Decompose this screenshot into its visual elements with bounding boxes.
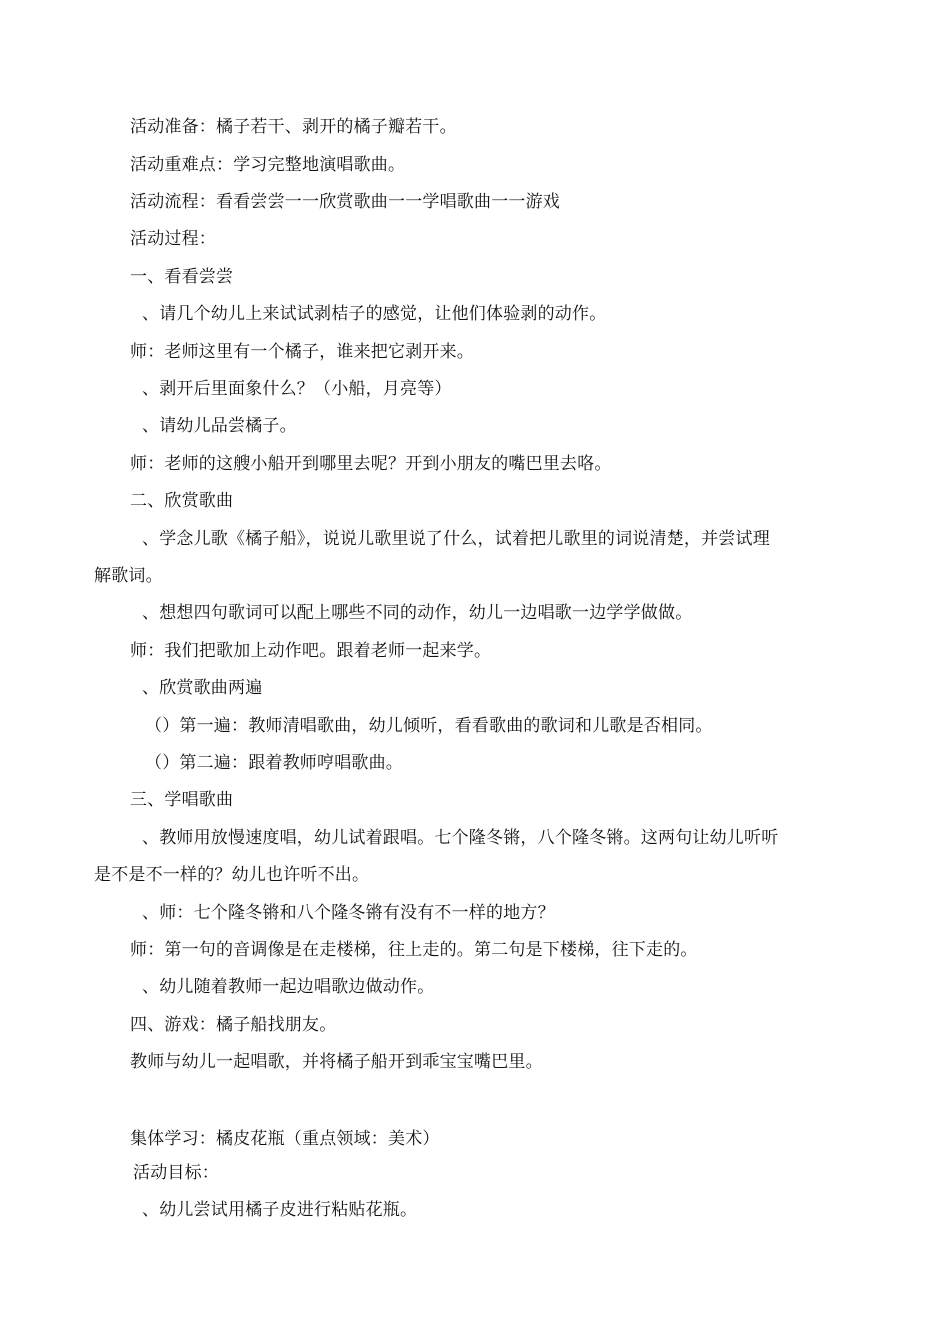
text-line: 活动过程： xyxy=(130,229,216,249)
text-line: 是不是不一样的？幼儿也许听不出。 xyxy=(94,865,370,885)
text-line: 、幼儿随着教师一起边唱歌边做动作。 xyxy=(142,977,435,997)
section-heading: 三、学唱歌曲 xyxy=(130,790,234,810)
text-line: 、欣赏歌曲两遍 xyxy=(142,678,263,698)
text-line: 、师：七个隆冬锵和八个隆冬锵有没有不一样的地方？ xyxy=(142,903,555,923)
text-line: 活动流程：看看尝尝一一欣赏歌曲一一学唱歌曲一一游戏 xyxy=(130,192,560,212)
text-line: 师：我们把歌加上动作吧。跟着老师一起来学。 xyxy=(130,641,492,661)
text-line: 师：老师这里有一个橘子，谁来把它剥开来。 xyxy=(130,342,474,362)
text-line: 解歌词。 xyxy=(94,566,163,586)
text-line: 、幼儿尝试用橘子皮进行粘贴花瓶。 xyxy=(142,1200,418,1220)
text-line: 活动目标： xyxy=(133,1163,219,1183)
text-line: 活动准备：橘子若干、剥开的橘子瓣若干。 xyxy=(130,117,457,137)
text-line: 、学念儿歌《橘子船》，说说儿歌里说了什么，试着把儿歌里的词说清楚，并尝试理 xyxy=(142,529,770,549)
text-line: 、请几个幼儿上来试试剥桔子的感觉，让他们体验剥的动作。 xyxy=(142,304,607,324)
text-line: 、请幼儿品尝橘子。 xyxy=(142,416,297,436)
section-heading: 四、游戏：橘子船找朋友。 xyxy=(130,1015,337,1035)
text-line: 、想想四句歌词可以配上哪些不同的动作，幼儿一边唱歌一边学学做做。 xyxy=(142,603,693,623)
text-line: 师：第一句的音调像是在走楼梯，往上走的。第二句是下楼梯，往下走的。 xyxy=(130,940,698,960)
text-line: 、教师用放慢速度唱，幼儿试着跟唱。七个隆冬锵，八个隆冬锵。这两句让幼儿听听 xyxy=(142,828,779,848)
text-line: 师：老师的这艘小船开到哪里去呢？开到小朋友的嘴巴里去咯。 xyxy=(130,454,612,474)
section-heading: 一、看看尝尝 xyxy=(130,267,234,287)
section-heading: 集体学习：橘皮花瓶（重点领域：美术） xyxy=(130,1129,440,1149)
text-line: （）第一遍：教师清唱歌曲，幼儿倾听，看看歌曲的歌词和儿歌是否相同。 xyxy=(145,716,713,736)
text-line: 活动重难点：学习完整地演唱歌曲。 xyxy=(130,155,406,175)
text-line: 、剥开后里面象什么？（小船，月亮等） xyxy=(142,379,452,399)
section-heading: 二、欣赏歌曲 xyxy=(130,491,234,511)
text-line: 教师与幼儿一起唱歌，并将橘子船开到乖宝宝嘴巴里。 xyxy=(130,1052,543,1072)
text-line: （）第二遍：跟着教师哼唱歌曲。 xyxy=(145,753,403,773)
